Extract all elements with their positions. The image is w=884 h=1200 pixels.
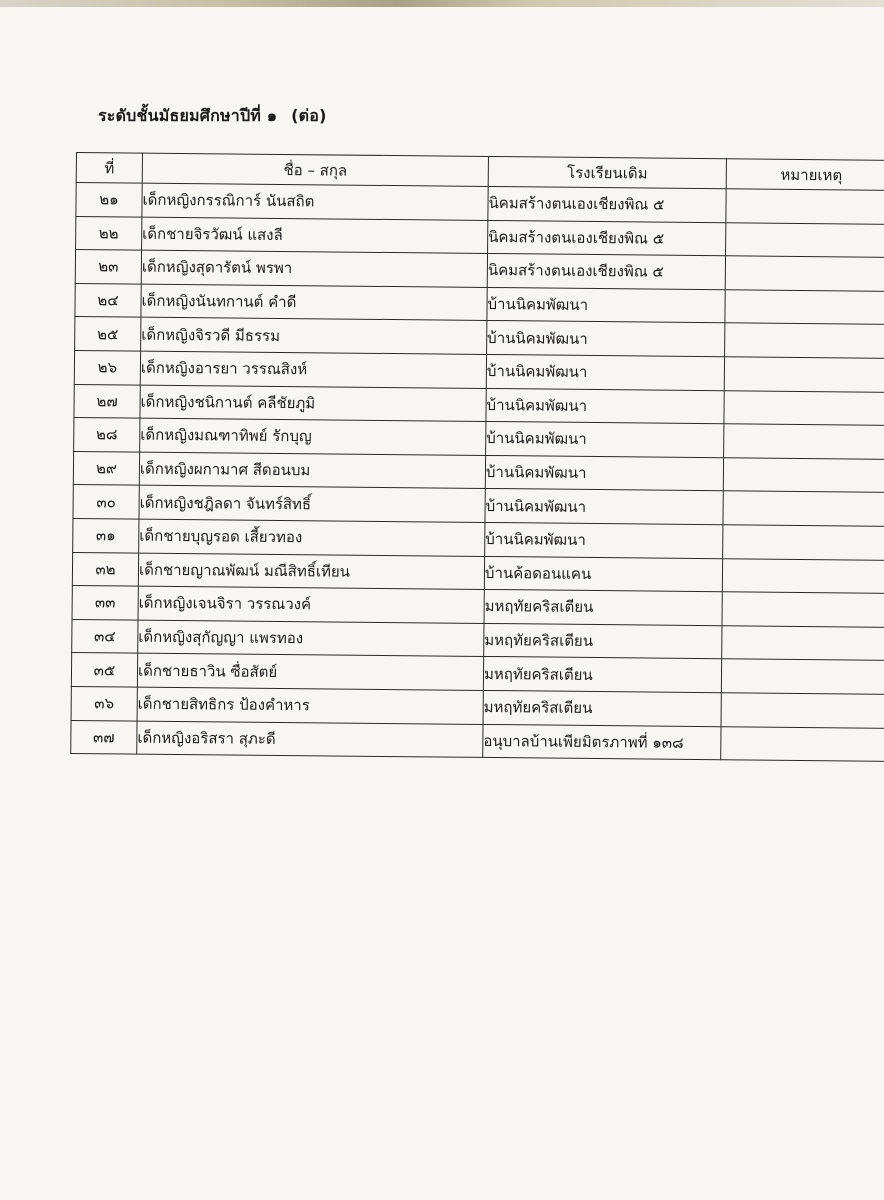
previous-school-cell: บ้านนิคมพัฒนา	[486, 354, 724, 390]
student-name-cell: เด็กหญิงสุกัญญา แพรทอง	[138, 620, 484, 657]
row-number-cell: ๒๗	[74, 384, 140, 418]
student-name-cell: เด็กหญิงชฎิลดา จันทร์สิทธิ์	[139, 485, 485, 522]
remarks-cell	[725, 290, 884, 325]
student-name-cell: เด็กชายบุญรอด เสี้ยวทอง	[139, 519, 485, 556]
student-name-cell: เด็กชายธาวิน ซื่อสัตย์	[137, 653, 483, 690]
student-name-cell: เด็กหญิงมณฑาทิพย์ รักบุญ	[140, 418, 486, 455]
row-number-cell: ๒๕	[75, 317, 141, 351]
row-number-cell: ๓๗	[71, 720, 137, 754]
previous-school-cell: นิคมสร้างตนเองเชียงพิณ ๕	[487, 254, 725, 290]
student-name-cell: เด็กหญิงชนิกานต์ คลีชัยภูมิ	[140, 385, 486, 422]
remarks-cell	[724, 357, 884, 392]
column-header-name: ชื่อ – สกุล	[142, 153, 488, 186]
student-name-cell: เด็กหญิงสุดารัตน์ พรพา	[141, 250, 487, 287]
row-number-cell: ๒๖	[74, 350, 140, 384]
previous-school-cell: อนุบาลบ้านเพียมิตรภาพที่ ๑๓๘	[483, 724, 721, 760]
previous-school-cell: บ้านค้อดอนแคน	[484, 556, 722, 592]
remarks-cell	[725, 256, 884, 291]
student-roster-table	[70, 152, 884, 762]
row-number-cell: ๒๑	[76, 183, 142, 217]
row-number-cell: ๒๒	[76, 216, 142, 250]
previous-school-cell: บ้านนิคมพัฒนา	[487, 321, 725, 357]
table-body	[71, 183, 884, 762]
previous-school-cell: บ้านนิคมพัฒนา	[486, 388, 724, 424]
remarks-cell	[722, 558, 884, 593]
remarks-cell	[722, 592, 884, 627]
remarks-cell	[726, 222, 884, 257]
remarks-cell	[723, 525, 884, 560]
previous-school-cell: นิคมสร้างตนเองเชียงพิณ ๕	[488, 186, 726, 222]
row-number-cell: ๒๙	[73, 451, 139, 485]
previous-school-cell: นิคมสร้างตนเองเชียงพิณ ๕	[488, 220, 726, 256]
student-name-cell: เด็กหญิงกรรณิการ์ นันสถิต	[142, 183, 488, 220]
student-name-cell: เด็กหญิงนันทกานต์ คำดี	[141, 284, 487, 321]
remarks-cell	[724, 424, 884, 459]
continued-label: (ต่อ)	[291, 106, 327, 125]
student-name-cell: เด็กชายจิรวัฒน์ แสงลี	[142, 217, 488, 254]
student-name-cell: เด็กหญิงอริสรา สุภะดี	[137, 721, 483, 758]
student-name-cell: เด็กชายสิทธิกร ป้องคำหาร	[137, 687, 483, 724]
previous-school-cell: บ้านนิคมพัฒนา	[486, 422, 724, 458]
previous-school-cell: มหฤทัยคริสเตียน	[483, 657, 721, 693]
previous-school-cell: มหฤทัยคริสเตียน	[483, 690, 721, 726]
remarks-cell	[725, 323, 884, 358]
student-name-cell: เด็กชายญาณพัฒน์ มณีสิทธิ์เทียน	[138, 553, 484, 590]
scan-top-edge	[0, 0, 884, 7]
previous-school-cell: บ้านนิคมพัฒนา	[485, 489, 723, 525]
previous-school-cell: มหฤทัยคริสเตียน	[484, 623, 722, 659]
remarks-cell	[721, 659, 884, 694]
previous-school-cell: บ้านนิคมพัฒนา	[487, 287, 725, 323]
row-number-cell: ๓๓	[72, 586, 138, 620]
previous-school-cell: บ้านนิคมพัฒนา	[485, 522, 723, 558]
remarks-cell	[721, 693, 884, 728]
remarks-cell	[723, 491, 884, 526]
table-row	[71, 720, 884, 761]
row-number-cell: ๒๘	[74, 418, 140, 452]
previous-school-cell: มหฤทัยคริสเตียน	[484, 590, 722, 626]
remarks-cell	[721, 726, 884, 761]
section-heading	[98, 104, 341, 129]
column-header-previous-school: โรงเรียนเดิม	[488, 156, 726, 188]
row-number-cell: ๓๒	[72, 552, 138, 586]
student-name-cell: เด็กหญิงผกามาศ สีดอนบม	[139, 452, 485, 489]
remarks-cell	[722, 625, 884, 660]
grade-level-label: ระดับชั้นมัธยมศึกษาปีที่ ๑	[98, 106, 278, 125]
row-number-cell: ๒๓	[75, 250, 141, 284]
row-number-cell: ๓๔	[72, 619, 138, 653]
row-number-cell: ๓๐	[73, 485, 139, 519]
student-name-cell: เด็กหญิงเจนจิรา วรรณวงค์	[138, 586, 484, 623]
row-number-cell: ๒๔	[75, 283, 141, 317]
column-header-remarks: หมายเหตุ	[726, 159, 884, 191]
remarks-cell	[723, 457, 884, 492]
row-number-cell: ๓๑	[73, 518, 139, 552]
column-header-number: ที่	[76, 153, 142, 184]
remarks-cell	[726, 189, 884, 224]
previous-school-cell: บ้านนิคมพัฒนา	[485, 455, 723, 491]
student-name-cell: เด็กหญิงจิรวดี มีธรรม	[141, 318, 487, 355]
remarks-cell	[724, 390, 884, 425]
student-name-cell: เด็กหญิงอารยา วรรณสิงห์	[140, 351, 486, 388]
row-number-cell: ๓๕	[71, 653, 137, 687]
row-number-cell: ๓๖	[71, 686, 137, 720]
